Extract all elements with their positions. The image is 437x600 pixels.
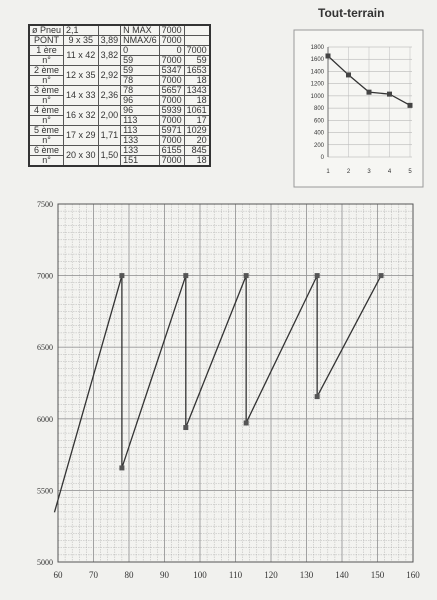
data-point [315, 394, 320, 399]
delta-cell: 18 [184, 156, 210, 167]
speed-end-cell: 96 [121, 96, 160, 106]
nmax6-label: NMAX/6 [121, 36, 160, 46]
page-title: Tout-terrain [318, 6, 385, 20]
y-tick-label: 1600 [310, 57, 324, 64]
ratio-cell: 2,36 [98, 86, 121, 106]
speed-start-cell: 113 [121, 126, 160, 136]
ratio-cell: 1,71 [98, 126, 121, 146]
y-tick-label: 7500 [37, 200, 53, 209]
delta-cell: 18 [184, 76, 210, 86]
gear-n-cell: n° [29, 136, 64, 146]
data-point [315, 273, 320, 278]
rpm-start-cell: 5657 [159, 86, 184, 96]
nmax-value: 7000 [159, 25, 184, 36]
y-tick-label: 1000 [310, 93, 324, 100]
data-point [119, 465, 124, 470]
speed-start-cell: 0 [121, 46, 160, 56]
teeth-cell: 20 x 30 [64, 146, 99, 167]
y-tick-label: 800 [313, 106, 324, 113]
x-tick-label: 5 [408, 169, 412, 175]
data-point [244, 420, 249, 425]
rpm-start-cell: 0 [159, 46, 184, 56]
pont-label: PONT [29, 36, 64, 46]
ratio-cell: 1,50 [98, 146, 121, 167]
pneu-value: 2,1 [64, 25, 99, 36]
drop-cell: 1653 [184, 66, 210, 76]
rpm-start-cell: 5971 [159, 126, 184, 136]
gear-cell: 5 ème [29, 126, 64, 136]
ratio-cell: 3,82 [98, 46, 121, 66]
y-tick-label: 1400 [310, 69, 324, 76]
speed-end-cell: 133 [121, 136, 160, 146]
drop-cell: 1029 [184, 126, 210, 136]
y-tick-label: 400 [313, 130, 324, 137]
speed-end-cell: 151 [121, 156, 160, 167]
data-point [119, 273, 124, 278]
speed-end-cell: 113 [121, 116, 160, 126]
y-tick-label: 7000 [37, 271, 53, 281]
rpm-end-cell: 7000 [159, 136, 184, 146]
x-tick-label: 90 [160, 570, 169, 580]
teeth-cell: 11 x 42 [64, 46, 99, 66]
speed-start-cell: 133 [121, 146, 160, 156]
nmax-label: N MAX [121, 25, 160, 36]
delta-cell: 17 [184, 116, 210, 126]
y-tick-label: 600 [313, 118, 324, 125]
gear-cell: 4 ème [29, 106, 64, 116]
gear-cell: 6 ème [29, 146, 64, 156]
data-point [183, 273, 188, 278]
nmax6-value: 7000 [159, 36, 184, 46]
rpm-start-cell: 6155 [159, 146, 184, 156]
gear-n-cell: n° [29, 116, 64, 126]
teeth-cell: 16 x 32 [64, 106, 99, 126]
gear-cell: 1 ère [29, 46, 64, 56]
x-tick-label: 70 [89, 570, 98, 580]
x-tick-label: 110 [228, 570, 243, 580]
delta-cell: 20 [184, 136, 210, 146]
x-tick-label: 100 [193, 570, 207, 580]
drop-cell: 1343 [184, 86, 210, 96]
delta-cell: 59 [184, 56, 210, 66]
gear-n-cell: n° [29, 56, 64, 66]
x-tick-label: 160 [406, 570, 420, 580]
teeth-cell: 17 x 29 [64, 126, 99, 146]
x-tick-label: 140 [335, 570, 349, 580]
data-point [183, 425, 188, 430]
x-tick-label: 4 [387, 169, 392, 175]
pont-value: 9 x 35 [64, 36, 99, 46]
x-tick-label: 130 [299, 570, 314, 580]
x-tick-label: 80 [124, 570, 134, 580]
teeth-cell: 14 x 33 [64, 86, 99, 106]
drop-cell: 1061 [184, 106, 210, 116]
y-tick-label: 0 [320, 155, 324, 161]
pneu-label: ø Pneu [29, 25, 64, 36]
x-tick-label: 1 [326, 169, 330, 175]
speed-end-cell: 78 [121, 76, 160, 86]
rpm-start-cell: 5939 [159, 106, 184, 116]
y-tick-label: 1800 [310, 45, 324, 51]
gear-cell: 3 ème [29, 86, 64, 96]
speed-start-cell: 96 [121, 106, 160, 116]
drop-cell: 7000 [184, 46, 210, 56]
y-tick-label: 5000 [37, 558, 53, 567]
gear-n-cell: n° [29, 76, 64, 86]
speed-end-cell: 59 [121, 56, 160, 66]
y-tick-label: 1200 [310, 81, 324, 88]
drop-cell: 845 [184, 146, 210, 156]
ratio-cell: 2,92 [98, 66, 121, 86]
gear-n-cell: n° [29, 96, 64, 106]
rpm-start-cell: 5347 [159, 66, 184, 76]
speed-start-cell: 59 [121, 66, 160, 76]
y-tick-label: 6500 [37, 343, 53, 353]
x-tick-label: 120 [264, 570, 278, 580]
gear-n-cell: n° [29, 156, 64, 167]
x-tick-label: 60 [53, 570, 63, 580]
pont-ratio: 3,89 [98, 36, 121, 46]
rpm-end-cell: 7000 [159, 116, 184, 126]
rpm-end-cell: 7000 [159, 96, 184, 106]
speed-start-cell: 78 [121, 86, 160, 96]
delta-cell: 18 [184, 96, 210, 106]
x-tick-label: 2 [346, 169, 351, 175]
y-tick-label: 5500 [37, 486, 53, 496]
gear-cell: 2 ème [29, 66, 64, 76]
x-tick-label: 3 [367, 169, 371, 175]
data-point [244, 273, 249, 278]
y-tick-label: 6000 [37, 414, 53, 424]
teeth-cell: 12 x 35 [64, 66, 99, 86]
rpm-end-cell: 7000 [159, 156, 184, 167]
rpm-end-cell: 7000 [159, 76, 184, 86]
rpm-end-cell: 7000 [159, 56, 184, 66]
ratio-cell: 2,00 [98, 106, 121, 126]
x-tick-label: 150 [370, 570, 385, 580]
data-point [379, 273, 384, 278]
y-tick-label: 200 [313, 142, 324, 149]
